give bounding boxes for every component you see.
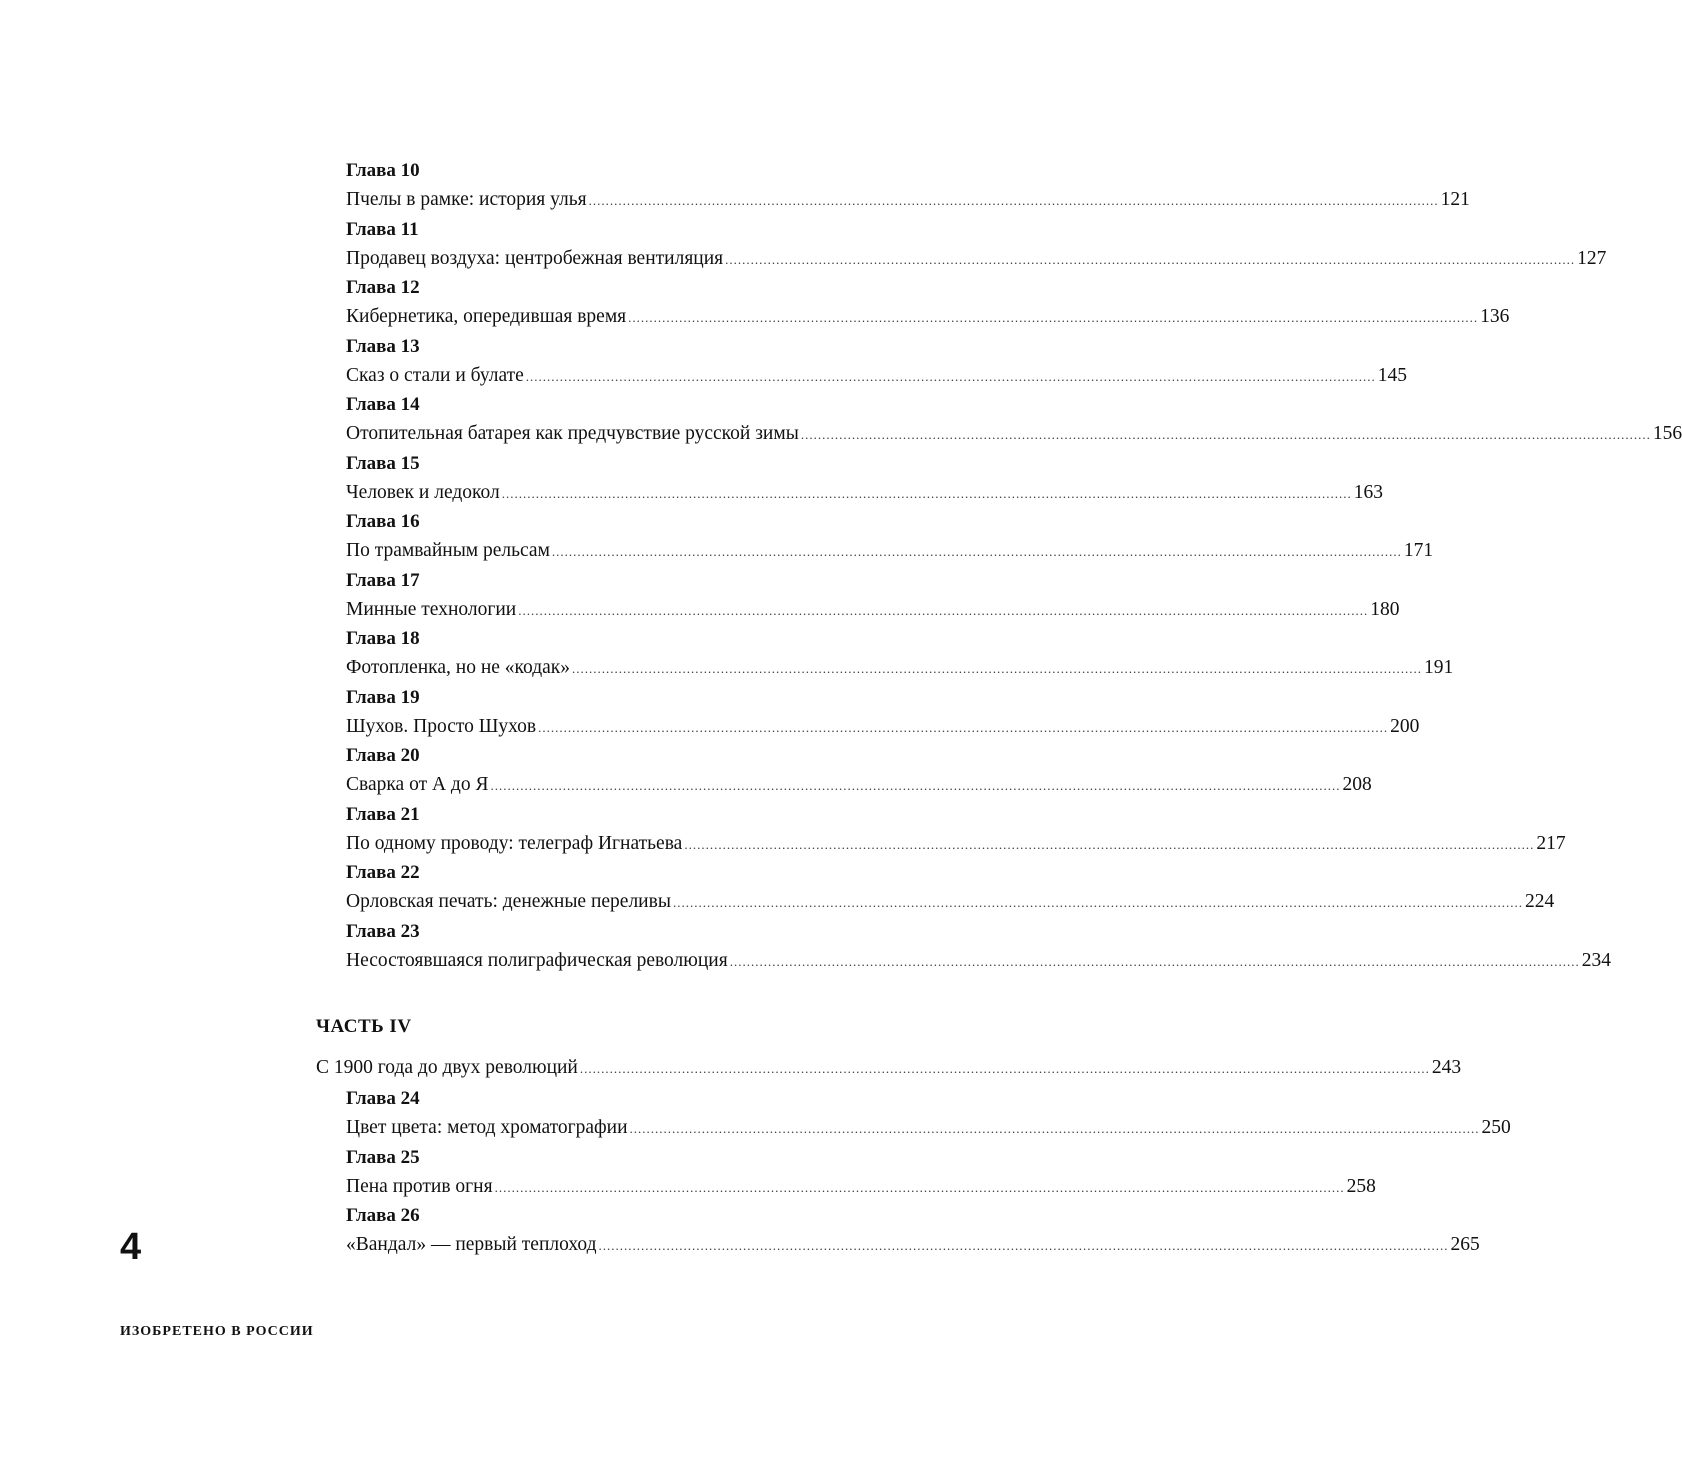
entry-page-number: 191: [1424, 657, 1454, 678]
entry-page-number: 180: [1370, 598, 1400, 620]
chapter-label: Глава 24: [346, 1088, 420, 1109]
chapter-label: Глава 19: [346, 686, 420, 708]
toc-entry: [346, 361, 1408, 391]
chapter-label: Глава 13: [346, 335, 420, 357]
toc-entry: [346, 244, 1607, 274]
chapter-label: Глава 23: [346, 920, 420, 942]
chapter-label: Глава 26: [346, 1205, 420, 1226]
toc-entry: [346, 185, 1470, 215]
toc-entry: [346, 653, 1454, 683]
entry-page-number: 243: [1431, 1057, 1462, 1078]
toc-chapters-part-4: [346, 1084, 1511, 1260]
chapter-label: Глава 16: [346, 511, 420, 532]
dot-leader: ........................................................................................................................................................................................................: [572, 661, 1423, 676]
dot-leader: ........................................................................................................................................................................................................: [588, 193, 1439, 208]
toc-entry: [346, 302, 1510, 332]
entry-page-number: 250: [1481, 1117, 1511, 1138]
entry-page-number: 127: [1577, 247, 1607, 269]
toc-entry: [346, 946, 1611, 976]
entry-title: Пчелы в рамке: история улья: [346, 189, 587, 210]
entry-title: Пена против огня: [346, 1175, 493, 1197]
toc-entry: [346, 770, 1372, 800]
toc-entry: [316, 1053, 1462, 1083]
chapter-label: Глава 14: [346, 394, 420, 415]
dot-leader: ........................................................................................................................................................................................................: [628, 310, 1479, 325]
toc-entry: [346, 478, 1383, 508]
dot-leader: ........................................................................................................................................................................................................: [501, 485, 1352, 501]
toc-entry: [346, 712, 1420, 742]
entry-title: Сказ о стали и булате: [346, 364, 524, 386]
entry-page-number: 265: [1450, 1234, 1480, 1255]
entry-page-number: 200: [1390, 715, 1420, 737]
entry-title: «Вандал» — первый теплоход: [346, 1234, 597, 1255]
toc-entry: [346, 1113, 1511, 1143]
entry-page-number: 121: [1440, 189, 1470, 210]
entry-title: Кибернетика, опередившая время: [346, 306, 627, 327]
entry-title: Шухов. Просто Шухов: [346, 715, 537, 737]
entry-title: Цвет цвета: метод хроматографии: [346, 1117, 628, 1138]
entry-title: По трамвайным рельсам: [346, 540, 550, 561]
entry-title: Сварка от А до Я: [346, 774, 489, 795]
entry-title: С 1900 года до двух революций: [316, 1057, 578, 1078]
page-number: 4: [120, 1226, 142, 1268]
entry-title: Орловская печать: денежные переливы: [346, 891, 671, 912]
entry-page-number: 208: [1342, 774, 1372, 795]
entry-title: Человек и ледокол: [346, 481, 500, 503]
entry-page-number: 156: [1652, 423, 1682, 444]
dot-leader: ........................................................................................................................................................................................................: [672, 895, 1523, 910]
chapter-label: Глава 25: [346, 1146, 420, 1168]
part-heading: ЧАСТЬ IV: [316, 1016, 412, 1037]
entry-title: Минные технологии: [346, 598, 517, 620]
chapter-label: Глава 17: [346, 569, 420, 591]
entry-page-number: 224: [1524, 891, 1555, 912]
entry-page-number: 171: [1403, 540, 1434, 561]
entry-title: Отопительная батарея как предчувствие русской зимы: [346, 423, 799, 444]
toc-entry: [346, 829, 1566, 859]
toc-entry: [346, 1172, 1376, 1202]
entry-page-number: 234: [1581, 949, 1611, 971]
running-title: ИЗОБРЕТЕНО В РОССИИ: [120, 1324, 314, 1339]
toc-entry: [346, 1230, 1480, 1260]
entry-title: Продавец воздуха: центробежная вентиляция: [346, 247, 724, 269]
toc-entry: [346, 595, 1400, 625]
dot-leader: ........................................................................................................................................................................................................: [725, 251, 1576, 267]
dot-leader: ........................................................................................................................................................................................................: [684, 836, 1535, 852]
dot-leader: ........................................................................................................................................................................................................: [490, 778, 1341, 793]
entry-title: По одному проводу: телеграф Игнатьева: [346, 832, 683, 854]
dot-leader: ........................................................................................................................................................................................................: [518, 602, 1369, 618]
dot-leader: ........................................................................................................................................................................................................: [800, 427, 1651, 442]
dot-leader: ........................................................................................................................................................................................................: [494, 1179, 1345, 1195]
toc-entry: [346, 536, 1434, 566]
dot-leader: ........................................................................................................................................................................................................: [579, 1061, 1430, 1076]
entry-title: Фотопленка, но не «кодак»: [346, 657, 571, 678]
dot-leader: ........................................................................................................................................................................................................: [598, 1238, 1449, 1253]
entry-page-number: 258: [1346, 1175, 1376, 1197]
chapter-label: Глава 20: [346, 745, 420, 766]
dot-leader: ........................................................................................................................................................................................................: [525, 368, 1376, 384]
chapter-label: Глава 18: [346, 628, 420, 649]
chapter-label: Глава 11: [346, 218, 419, 240]
entry-page-number: 145: [1377, 364, 1408, 386]
dot-leader: ........................................................................................................................................................................................................: [629, 1121, 1480, 1136]
chapter-label: Глава 21: [346, 803, 420, 825]
dot-leader: ........................................................................................................................................................................................................: [538, 719, 1389, 735]
entry-page-number: 217: [1536, 832, 1566, 854]
entry-title: Несостоявшаяся полиграфическая революция: [346, 949, 728, 971]
chapter-label: Глава 15: [346, 452, 420, 474]
dot-leader: ........................................................................................................................................................................................................: [729, 953, 1580, 969]
toc-entry: [346, 887, 1555, 917]
toc-chapters-part-3: [346, 156, 1682, 975]
dot-leader: ........................................................................................................................................................................................................: [551, 544, 1402, 559]
entry-page-number: 136: [1480, 306, 1510, 327]
chapter-label: Глава 22: [346, 862, 420, 883]
toc-entry: [346, 419, 1682, 449]
chapter-label: Глава 12: [346, 277, 420, 298]
chapter-label: Глава 10: [346, 160, 420, 181]
part-intro-entry: [316, 1053, 1462, 1083]
entry-page-number: 163: [1353, 481, 1383, 503]
